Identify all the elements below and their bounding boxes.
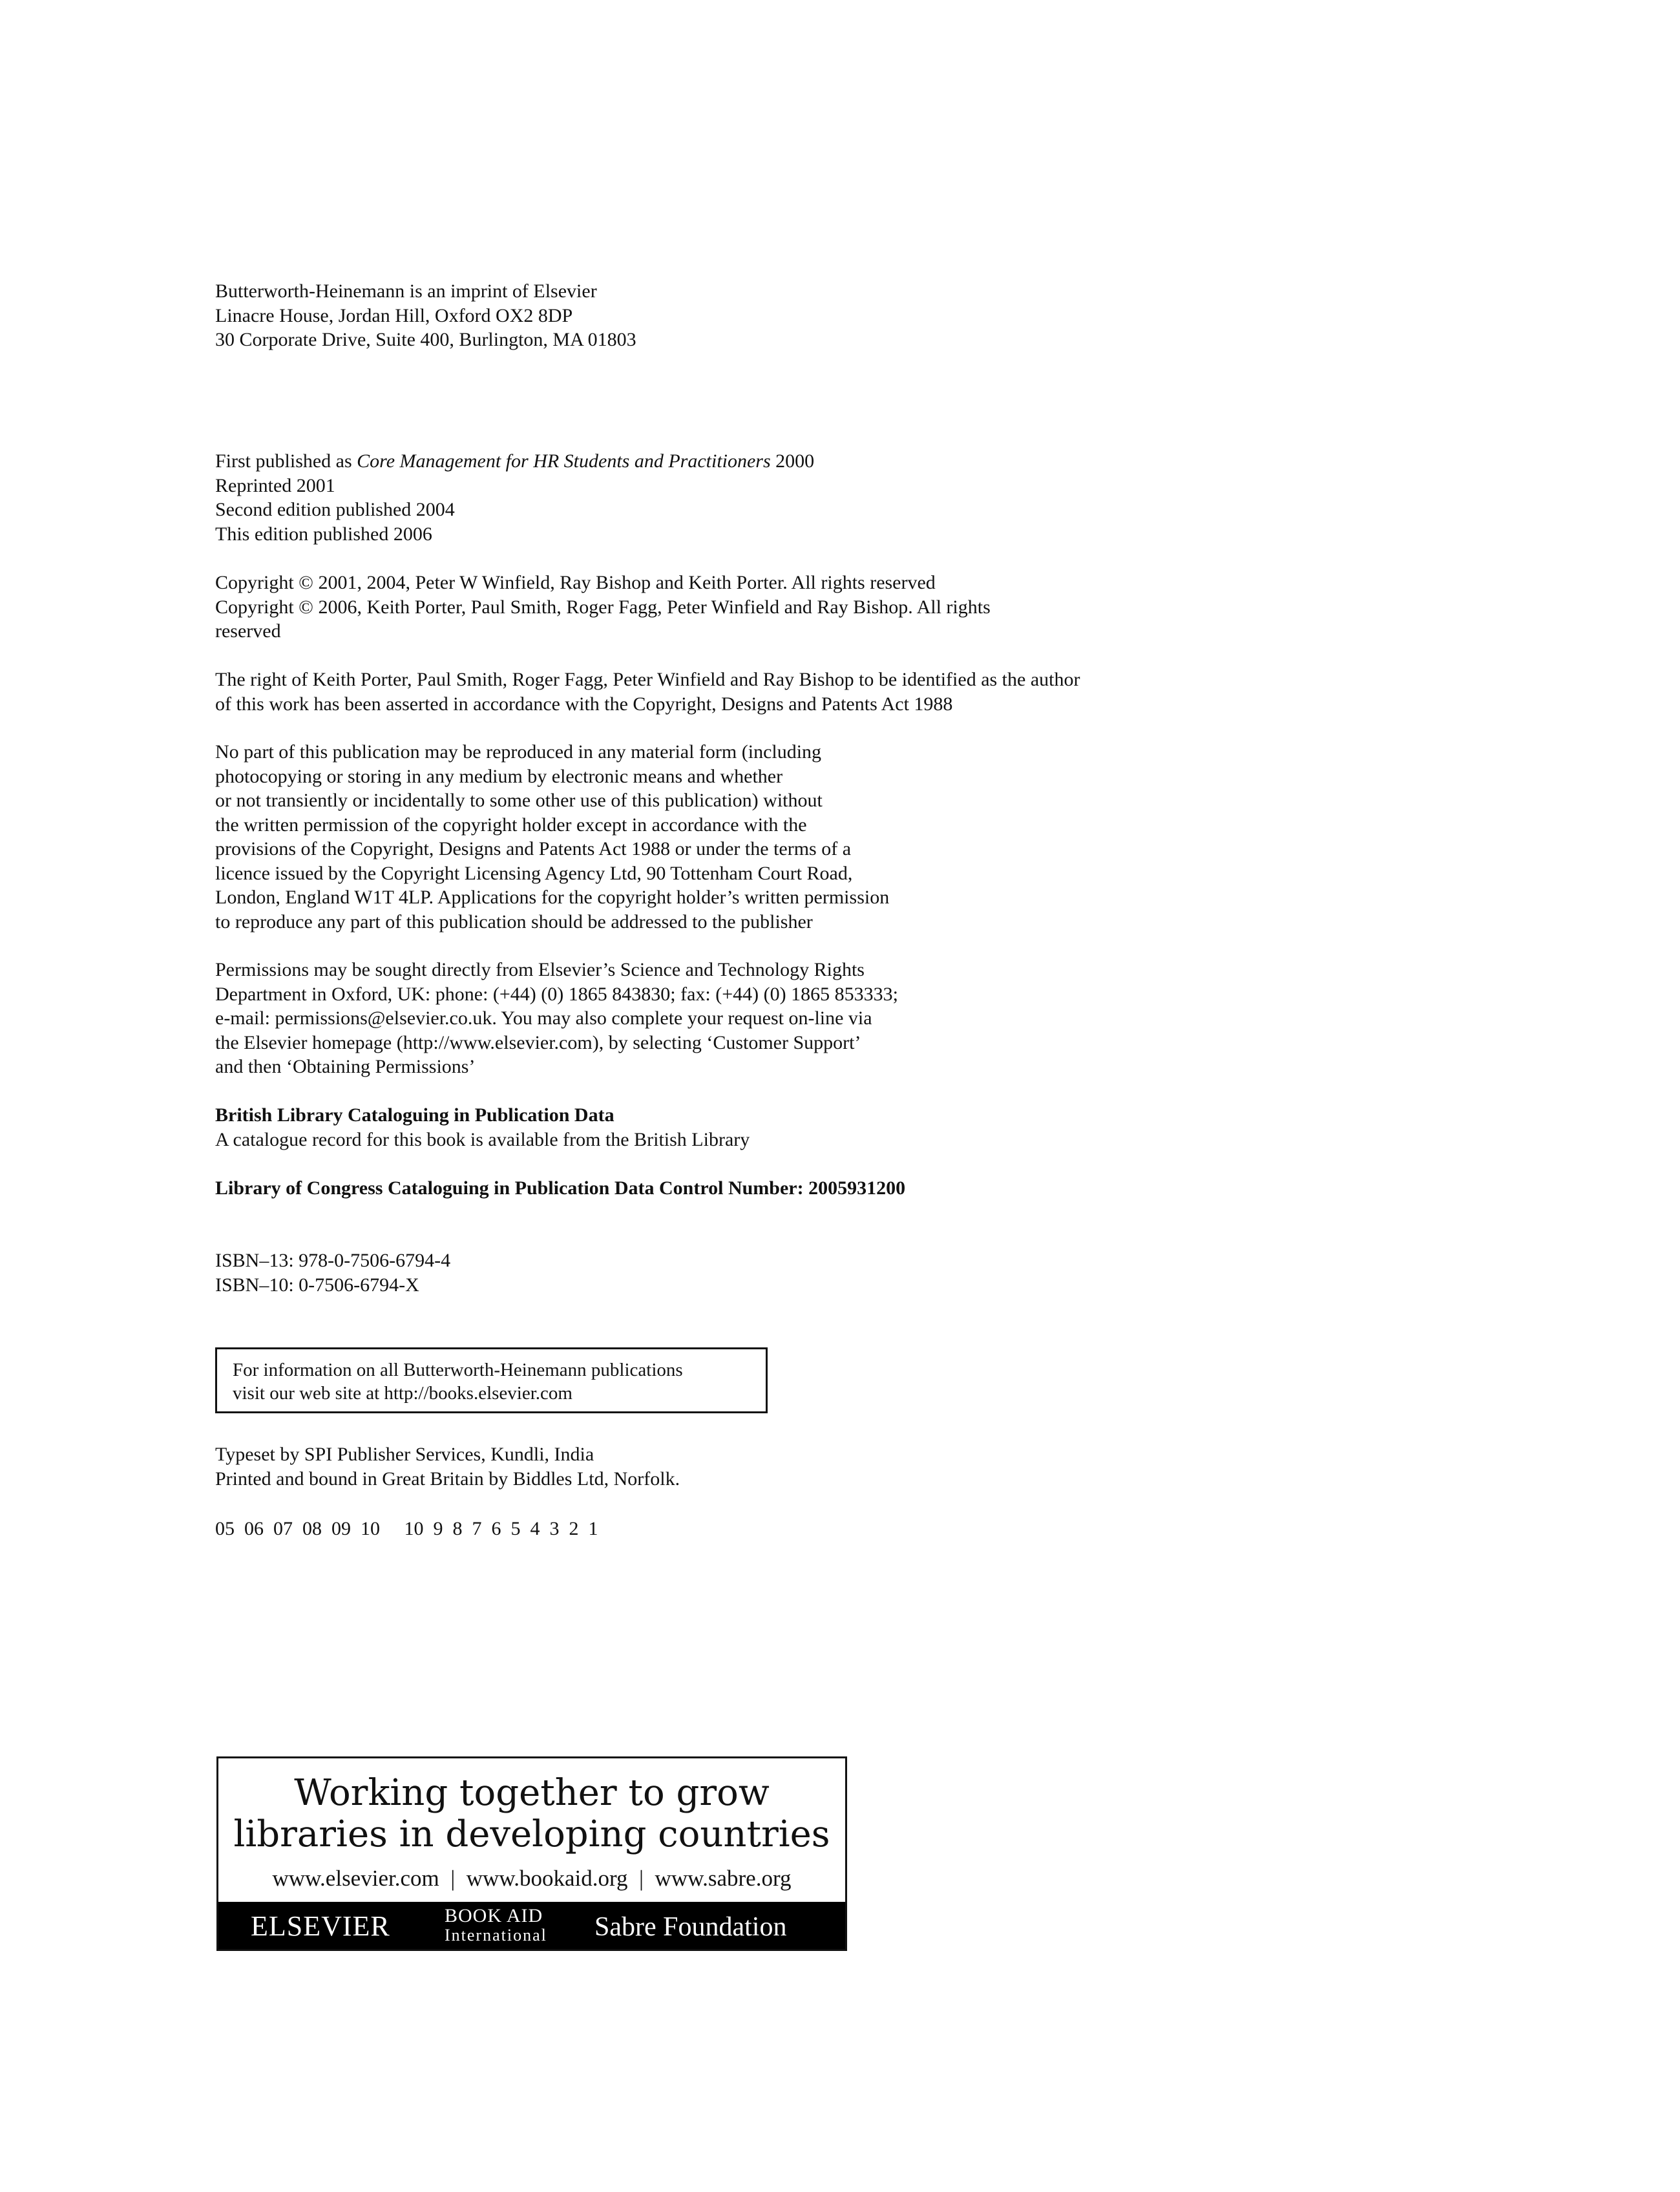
info-box: [215, 1347, 768, 1413]
reproduction-line: to reproduce any part of this publication should be addressed to the publisher: [215, 911, 813, 933]
copyright-line-3: reserved: [215, 620, 281, 642]
info-box-line-1: For information on all Butterworth-Heinemann publications: [233, 1360, 683, 1380]
british-library-heading: British Library Cataloguing in Publication Data: [215, 1104, 614, 1126]
first-published-line: [215, 449, 814, 474]
reproduction-line: London, England W1T 4LP. Applications for the copyright holder’s written permission: [215, 887, 890, 908]
copyright-line-1: Copyright © 2001, 2004, Peter W Winfield, Ray Bishop and Keith Porter. All rights reserved: [215, 572, 936, 593]
production-credits: [215, 1442, 680, 1491]
book-aid-logo-line-1: BOOK AID: [445, 1905, 543, 1926]
permissions-line: e-mail: permissions@elsevier.co.uk. You may also complete your request on-line via: [215, 1007, 872, 1029]
book-aid-banner: [216, 1756, 847, 1951]
isbn-13: ISBN–13: 978-0-7506-6794-4: [215, 1250, 451, 1271]
address-burlington: 30 Corporate Drive, Suite 400, Burlington, MA 01803: [215, 329, 636, 350]
isbn-block: [215, 1249, 450, 1297]
print-line: 05 06 07 08 09 10 10 9 8 7 6 5 4 3 2 1: [215, 1518, 598, 1539]
first-published-year: 2000: [770, 450, 815, 472]
moral-right-line-1: The right of Keith Porter, Paul Smith, Roger Fagg, Peter Winfield and Ray Bishop to be identified as the author: [215, 669, 1080, 690]
reprinted-line: Reprinted 2001: [215, 474, 335, 496]
publication-history: [215, 449, 814, 546]
british-library-text: A catalogue record for this book is available from the British Library: [215, 1128, 750, 1150]
moral-right-line-2: of this work has been asserted in accordance with the Copyright, Designs and Patents Act 1988: [215, 693, 953, 715]
publisher-imprint: [215, 279, 636, 352]
isbn-10: ISBN–10: 0-7506-6794-X: [215, 1274, 419, 1296]
elsevier-logo: ELSEVIER: [251, 1910, 390, 1942]
address-oxford: Linacre House, Jordan Hill, Oxford OX2 8DP: [215, 304, 573, 326]
permissions-notice: [215, 958, 898, 1079]
first-published-prefix: First published as: [215, 450, 357, 472]
info-box-line-2: visit our web site at http://books.elsevier.com: [233, 1383, 572, 1404]
banner-headline-1: Working together to grow: [294, 1772, 770, 1814]
reproduction-line: licence issued by the Copyright Licensing Agency Ltd, 90 Tottenham Court Road,: [215, 862, 853, 884]
printed-line: Printed and bound in Great Britain by Biddles Ltd, Norfolk.: [215, 1468, 680, 1490]
reproduction-line: No part of this publication may be reproduced in any material form (including: [215, 741, 822, 763]
reproduction-line: the written permission of the copyright holder except in accordance with the: [215, 814, 807, 836]
banner-logo-bar: [218, 1902, 845, 1951]
banner-headline-2: libraries in developing countries: [233, 1813, 830, 1855]
banner-urls: www.elsevier.com | www.bookaid.org | www.sabre.org: [272, 1866, 792, 1891]
sabre-foundation-logo: Sabre Foundation: [594, 1912, 787, 1942]
reproduction-notice: [215, 740, 889, 934]
book-aid-logo-line-2: International: [445, 1926, 547, 1944]
library-of-congress-cip: [215, 1176, 905, 1201]
moral-right-notice: [215, 668, 1080, 716]
second-edition-line: Second edition published 2004: [215, 499, 455, 520]
loc-heading: Library of Congress Cataloguing in Publication Data Control Number: 2005931200: [215, 1177, 906, 1199]
copyright-notice: [215, 571, 991, 644]
permissions-line: the Elsevier homepage (http://www.elsevier.com), by selecting ‘Customer Support’: [215, 1031, 861, 1053]
original-title: Core Management for HR Students and Practitioners: [357, 450, 771, 472]
reproduction-line: or not transiently or incidentally to some other use of this publication) without: [215, 790, 823, 811]
reproduction-line: provisions of the Copyright, Designs and Patents Act 1988 or under the terms of a: [215, 838, 852, 859]
permissions-line: and then ‘Obtaining Permissions’: [215, 1056, 476, 1077]
reproduction-line: photocopying or storing in any medium by electronic means and whether: [215, 765, 783, 787]
permissions-line: Department in Oxford, UK: phone: (+44) (0) 1865 843830; fax: (+44) (0) 1865 853333;: [215, 983, 898, 1005]
copyright-line-2: Copyright © 2006, Keith Porter, Paul Smith, Roger Fagg, Peter Winfield and Ray Bishop. All rights: [215, 596, 991, 618]
british-library-cip: [215, 1103, 750, 1152]
this-edition-line: This edition published 2006: [215, 523, 432, 545]
typeset-line: Typeset by SPI Publisher Services, Kundli, India: [215, 1444, 594, 1465]
permissions-line: Permissions may be sought directly from Elsevier’s Science and Technology Rights: [215, 959, 865, 980]
imprint-line: Butterworth-Heinemann is an imprint of Elsevier: [215, 280, 597, 302]
